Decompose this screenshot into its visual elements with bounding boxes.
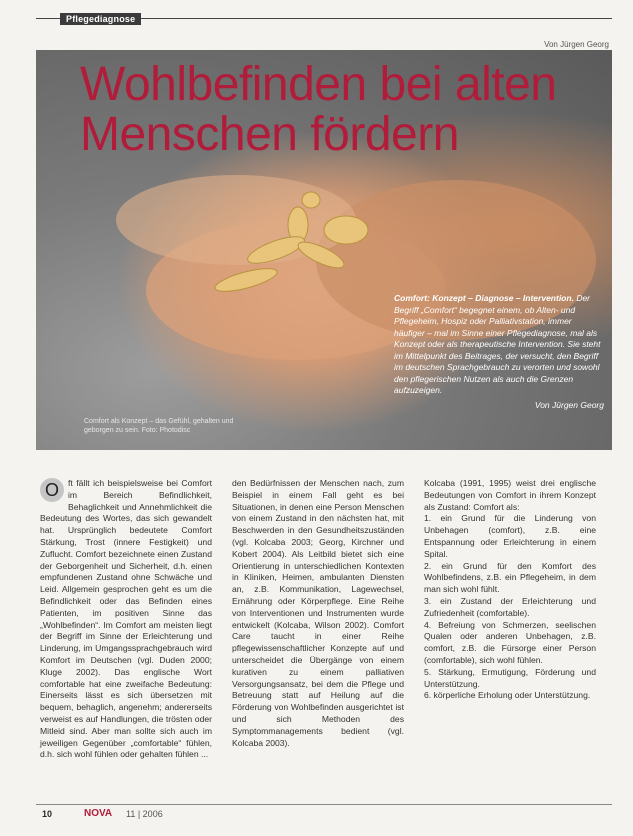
article-body bbox=[36, 470, 612, 810]
photo-credit: Comfort als Konzept – das Gefühl, gehalten und geborgen zu sein. Foto: Photodisc bbox=[84, 418, 234, 434]
drop-cap: O bbox=[40, 478, 64, 502]
lead-caption bbox=[394, 293, 604, 411]
issue-number: 11 | 2006 bbox=[126, 809, 163, 819]
article-title bbox=[80, 60, 556, 160]
section-rubric: Pflegediagnose bbox=[60, 13, 141, 25]
caption-author: Von Jürgen Georg bbox=[534, 399, 604, 410]
column-2 bbox=[232, 478, 404, 751]
author-line: Von Jürgen Georg bbox=[544, 40, 609, 49]
column-1-text: ft fällt ich beispielsweise bei Comfort im Bereich Befindlichkeit, Behaglichkeit und Annehmlichkeit die Bedeutung des Wortes, das sich gewandelt hat. Ursprünglich bedeutete Comfort Stärkung, Trost (innere Festigkeit) und Zuflucht. Comfort bezeichnete einen Zustand der Geborgenheit und Sicherheit, d.h. einen empfundenen Zustand ohne Schwäche und Leid. Allgemein gesprochen geht es um die Befindlichkeit oder das Befinden eines Patienten, im positiven Sinne das „Wohlbefinden“. Im Comfort am meisten liegt der Begriff im Sinne der Erleichterung und Linderung, im Umgangssprachgebrauch wird Komfort im Deutschen (vgl. Duden 2000; Kluge 2002). Das englische Wort comfortable hat eine zweifache Bedeutung: Einerseits lässt es sich übersetzen mit bequem, behaglich, angenehm; andererseits verweist es auf Handlungen, die trösten oder Mitleid sind. Aber man sollte sich auch im jeweiligen Gegenüber „comfortable“ fühlen, d.h. sich wohl fühlen oder gehalten fühlen ... bbox=[40, 478, 212, 760]
caption-heading: Comfort: Konzept – Diagnose – Intervention. bbox=[394, 293, 574, 303]
title-line-2: Menschen fördern bbox=[80, 108, 459, 161]
column-3 bbox=[424, 478, 596, 704]
column-1 bbox=[40, 478, 212, 763]
hero-photo bbox=[36, 50, 612, 450]
column-2-text: den Bedürfnissen der Menschen nach, zum Beispiel in einem Fall geht es bei Situationen, in denen eine Person Menschen von einem Zustand in den nächsten hat, mit Beschwerden in den Gesundheitszuständen (vgl. Kolcaba 2003; Georg, Kirchner und Kobert 2004). Als Leitbild bietet sich eine Orientierung in unterschiedlichen Kontexten in Kliniken, Heimen, ambulanten Diensten an, z.B. Kommunikation, Lagewechsel, Ernährung oder Körperpflege. Eine Reihe von Interventionen und Instrumenten wurde entwickelt (Kolcaba, Wilson 2002). Comfort Care taucht in einer Reihe pflegewissenschaftlicher Konzepte auf und unterscheidet die Übergänge von einem kurativen zu einem palliativen Versorgungsansatz, bei dem die Pflege und Betreuung statt auf Heilung auf die Förderung von Wohlbefinden ausgerichtet ist und sich Methoden des Symptommanagements bedient (vgl. Kolcaba 2003). bbox=[232, 478, 404, 748]
page-number: 10 bbox=[42, 809, 53, 819]
page-footer bbox=[36, 804, 612, 821]
column-3-text: Kolcaba (1991, 1995) weist drei englische Bedeutungen von Comfort in ihrem Konzept als Zustand: Comfort als: 1. ein Grund für die Linderung von Unbehagen (comfort), z.B. eine Entspannung oder Erleichterung in einem Spital. 2. ein Grund für den Komfort des Wohlbefindens, z.B. ein Pflegeheim, in dem man sich wohl fühlt. 3. ein Zustand der Erleichterung und Zufriedenheit (comfortable). 4. Befreiung von Schmerzen, seelischen Qualen oder anderen Unbehagen, z.B. comfort, z.B. die Fürsorge einer Person (comfortable), sich wohl fühlen. 5. Stärkung, Ermutigung, Förderung und Unterstützung. 6. körperliche Erholung oder Unterstützung. bbox=[424, 478, 596, 701]
magazine-name: NOVA bbox=[84, 808, 113, 819]
title-line-1: Wohlbefinden bei alten bbox=[80, 58, 557, 111]
caption-body: Der Begriff „Comfort“ begegnet einem, ob Alten- und Pflegeheim, Hospiz oder Palliativstation, immer häufiger – mal im Sinne einer Pflegediagnose, mal als Konzept oder als therapeutische Intervention. Sie steht im Mittelpunkt des Beitrages, der versucht, den Begriff im deutschen Sprachgebrauch zu verorten und sowohl den pflegerischen Nutzen als auch die Grenzen aufzuzeigen. bbox=[394, 293, 601, 395]
